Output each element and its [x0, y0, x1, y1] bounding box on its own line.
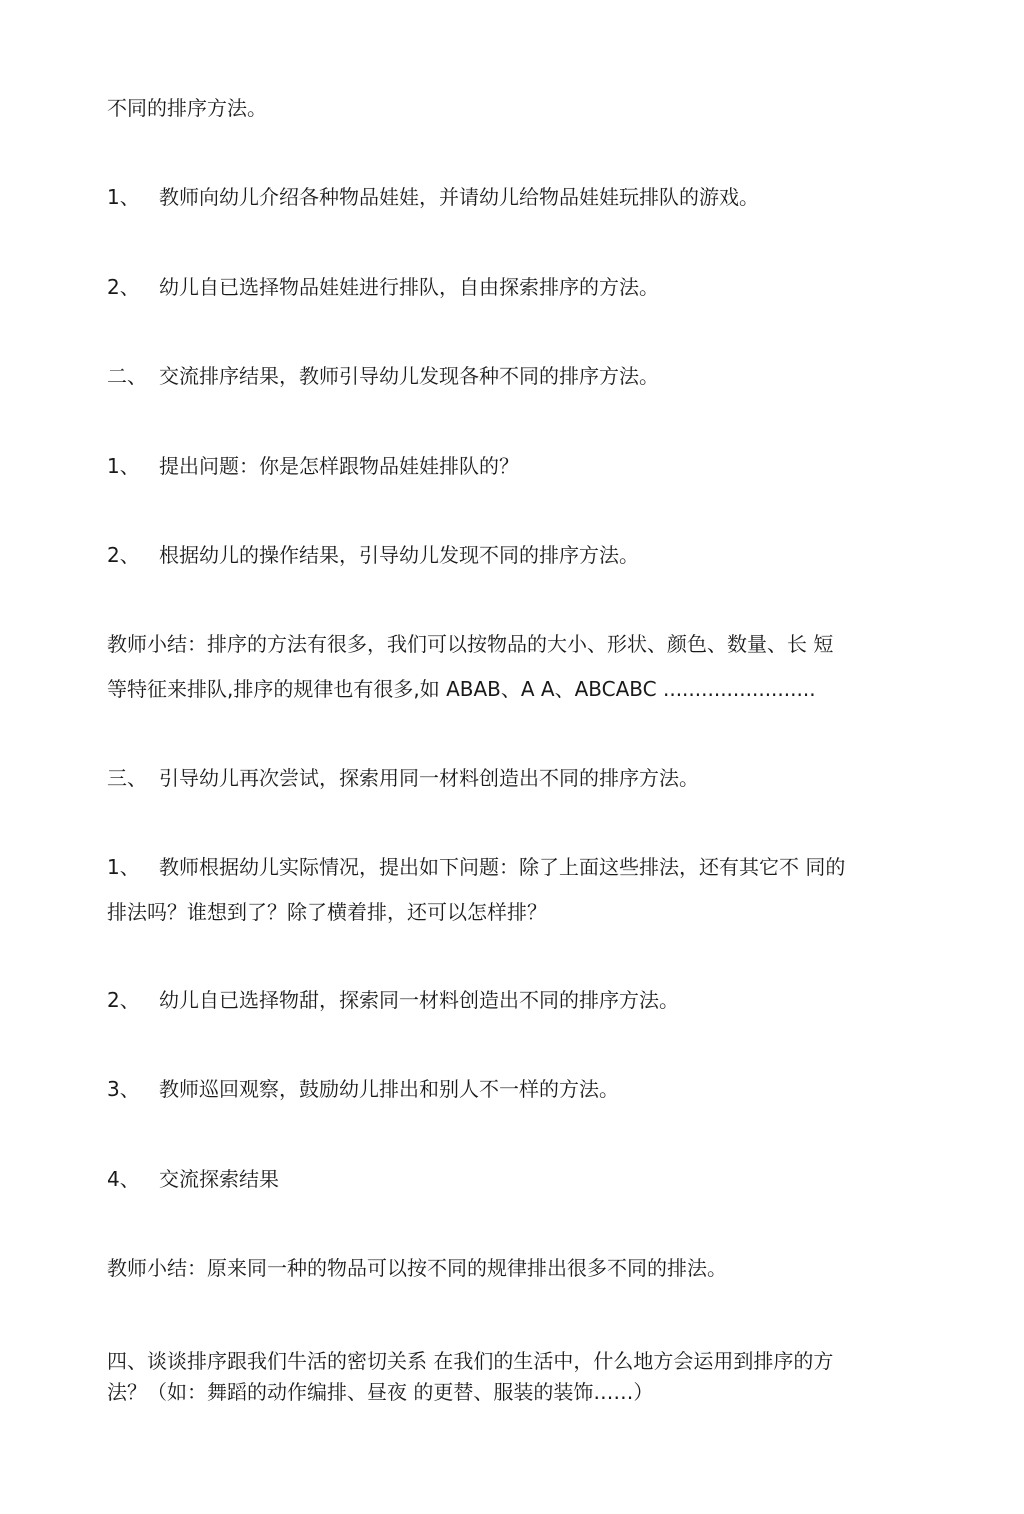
- line-text: 交流排序结果，教师引导幼儿发现各种不同的排序方法。: [159, 364, 659, 388]
- line-text: 引导幼儿再次尝试，探索用同一材料创造出不同的排序方法。: [159, 766, 699, 790]
- list-item: [107, 454, 519, 478]
- line-text: 教师巡回观察，鼓励幼儿排出和别人不一样的方法。: [159, 1077, 619, 1101]
- line-text: 排法吗？谁想到了？除了横着排，还可以怎样排？: [107, 900, 547, 924]
- line-text: 幼儿自已选择物品娃娃进行排队，自由探索排序的方法。: [159, 275, 659, 299]
- section-number: 二、: [107, 364, 147, 388]
- list-number: 1、: [107, 855, 140, 879]
- section-heading: [107, 766, 699, 790]
- text-line: [107, 96, 267, 120]
- summary-line: [107, 1256, 727, 1280]
- list-item: [107, 1077, 619, 1101]
- line-text: 教师向幼儿介绍各种物品娃娃，并请幼儿给物品娃娃玩排队的游戏。: [159, 185, 759, 209]
- line-text: 等特征来排队,排序的规律也有很多,如 ABAB、A A、ABCABC ........................: [107, 677, 816, 701]
- section-heading: [107, 364, 659, 388]
- list-item: [107, 1167, 279, 1191]
- line-text: 不同的排序方法。: [107, 96, 267, 120]
- list-item: [107, 988, 679, 1012]
- list-number: 1、: [107, 185, 140, 209]
- line-text: 法？（如：舞蹈的动作编排、昼夜 的更替、服装的装饰……）: [107, 1380, 654, 1404]
- section-number: 三、: [107, 766, 147, 790]
- list-number: 1、: [107, 454, 140, 478]
- list-number: 4、: [107, 1167, 140, 1191]
- list-item: [107, 185, 759, 209]
- line-text: 教师小结：排序的方法有很多，我们可以按物品的大小、形状、颜色、数量、长 短: [107, 632, 834, 656]
- list-number: 3、: [107, 1077, 140, 1101]
- summary-line: [107, 632, 833, 656]
- list-number: 2、: [107, 988, 140, 1012]
- text-line: [107, 1380, 653, 1404]
- list-item: [107, 855, 845, 879]
- line-text: 交流探索结果: [159, 1167, 279, 1191]
- section-heading: [107, 1349, 833, 1373]
- list-item: [107, 543, 639, 567]
- line-text: 根据幼儿的操作结果，引导幼儿发现不同的排序方法。: [159, 543, 639, 567]
- line-text: 幼儿自已选择物甜，探索同一材料创造出不同的排序方法。: [159, 988, 679, 1012]
- line-text: 教师根据幼儿实际情况，提出如下问题：除了上面这些排法，还有其它不 同的: [159, 855, 846, 879]
- line-text: 教师小结：原来同一种的物品可以按不同的规律排出很多不同的排法。: [107, 1256, 727, 1280]
- list-number: 2、: [107, 275, 140, 299]
- line-text: 四、谈谈排序跟我们牛活的密切关系 在我们的生活中，什么地方会运用到排序的方: [107, 1349, 834, 1373]
- line-text: 提出问题：你是怎样跟物品娃娃排队的？: [159, 454, 519, 478]
- text-line: [107, 900, 547, 924]
- list-item: [107, 275, 659, 299]
- summary-line: [107, 677, 816, 701]
- list-number: 2、: [107, 543, 140, 567]
